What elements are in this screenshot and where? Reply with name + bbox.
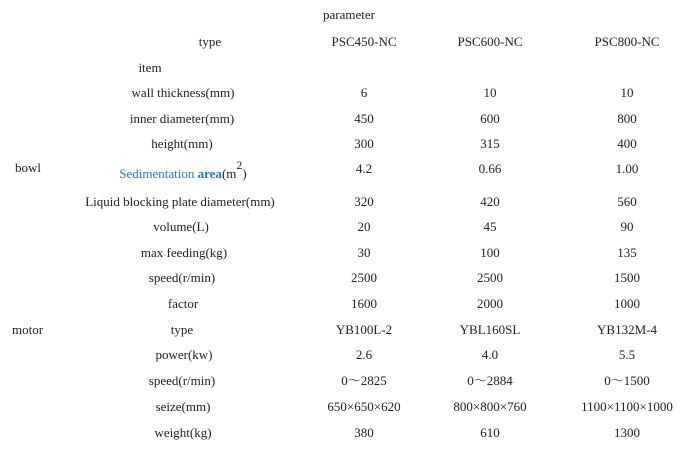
row-label-volume: volume(L) [153,219,209,234]
row-label-wall-thickness: wall thickness(mm) [131,85,235,100]
header-item: item [138,60,162,75]
row-label-height: height(mm) [151,136,213,151]
row-value: 315 [480,136,500,151]
row-value: 0～1500 [604,373,650,388]
group-bowl: bowl [15,160,41,175]
row-value: 100 [480,245,500,260]
row-value: 30 [357,245,371,260]
row-value: 20 [357,219,371,234]
row-value: 2500 [477,270,503,285]
row-value: 2500 [351,270,377,285]
row-label-speed-bowl: speed(r/min) [148,270,216,285]
row-value: 560 [617,194,637,209]
row-value: 450 [354,111,374,126]
row-value: 1000 [614,296,640,311]
row-value: 320 [354,194,374,209]
row-value: 0.66 [478,161,502,176]
row-value: YB132M-4 [597,322,657,337]
row-value: 2.6 [355,347,373,362]
row-value: 380 [354,425,374,440]
row-value: 4.0 [481,347,499,362]
row-value: 10 [483,85,497,100]
row-value: 1100×1100×1000 [581,399,673,414]
row-value: 1.00 [615,161,639,176]
group-motor: motor [12,322,44,337]
row-value: 10 [620,85,634,100]
row-label-power: power(kw) [155,347,213,362]
row-label-motor-type: type [170,322,194,337]
row-label-inner-diameter: inner diameter(mm) [129,111,235,126]
row-value: 800 [617,111,637,126]
row-value: 650×650×620 [327,399,401,414]
row-label-sedimentation-area [119,157,247,182]
row-value: 420 [480,194,500,209]
unit-close: ) [242,166,247,181]
area-link[interactable]: area [197,166,222,181]
unit-open: (m [221,166,237,181]
row-value: 600 [480,111,500,126]
row-value: 90 [620,219,634,234]
row-label-factor: factor [167,296,199,311]
header-model-3: PSC800-NC [594,34,660,49]
row-value: 1500 [614,270,640,285]
row-label-liquid-blocking-plate: Liquid blocking plate diameter(mm) [85,194,275,209]
row-value: 0～2825 [341,373,387,388]
unit-superscript: 2 [236,157,243,172]
row-value: 1300 [614,425,640,440]
row-value: 300 [354,136,374,151]
row-value: 4.2 [355,161,373,176]
row-label-weight: weight(kg) [154,425,212,440]
row-value: 400 [617,136,637,151]
header-model-2: PSC600-NC [457,34,523,49]
header-type: type [198,34,222,49]
row-value: 6 [360,85,368,100]
header-parameter: parameter [323,7,375,22]
row-value: 2000 [477,296,503,311]
row-label-seize: seize(mm) [155,399,211,414]
row-value: 5.5 [618,347,636,362]
header-model-1: PSC450-NC [331,34,397,49]
row-value: YBL160SL [459,322,521,337]
row-value: YB100L-2 [335,322,393,337]
row-value: 135 [617,245,637,260]
row-value: 0～2884 [467,373,513,388]
row-value: 800×800×760 [453,399,527,414]
row-value: 610 [480,425,500,440]
sedimentation-link[interactable]: Sedimentation [119,166,195,181]
row-value: 1600 [351,296,377,311]
row-label-max-feeding: max feeding(kg) [140,245,228,260]
row-value: 45 [483,219,497,234]
row-label-speed-motor: speed(r/min) [148,373,216,388]
